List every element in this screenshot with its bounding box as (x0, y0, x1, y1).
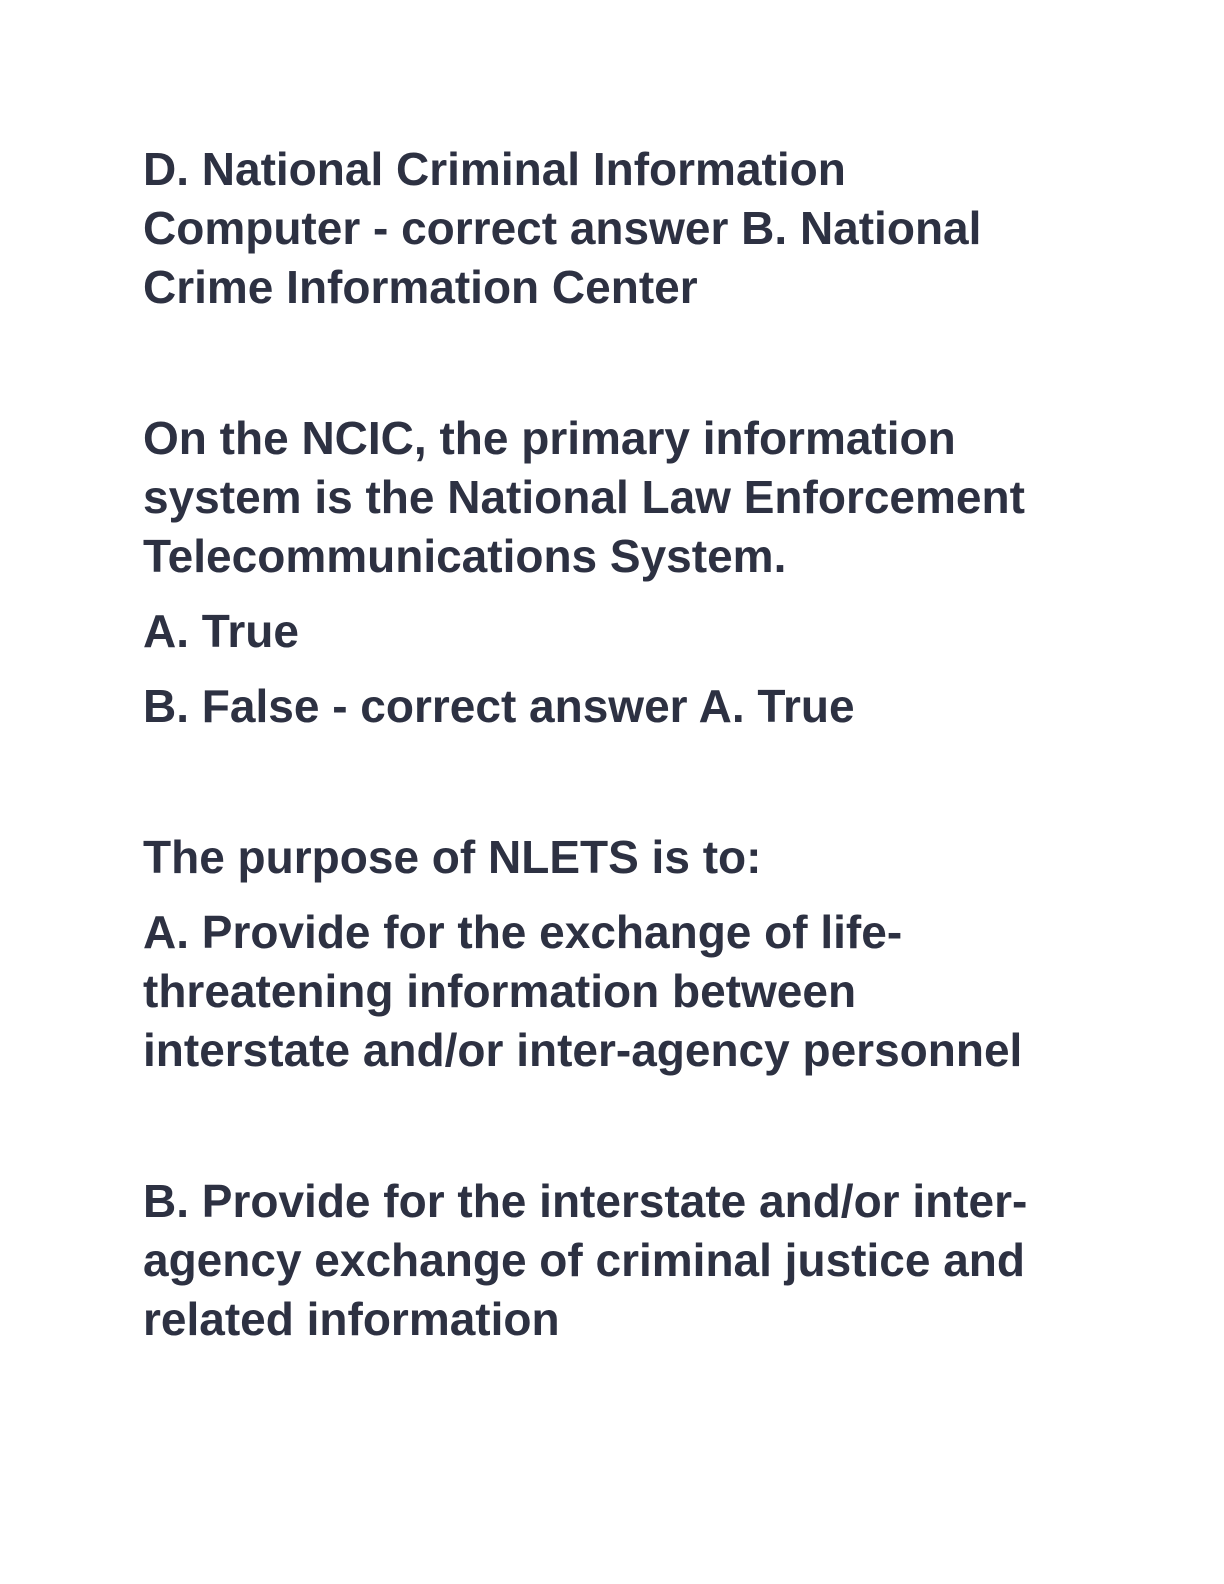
question-block-ncic-system (143, 409, 1083, 736)
option-a: A. Provide for the exchange of life- threatening information between interstate and/or inter-agency personnel (143, 906, 1023, 1076)
option-b-with-answer: B. False - correct answer A. True (143, 680, 855, 732)
option-spacer (143, 1080, 1083, 1172)
answer-block-ncic-name (143, 140, 1083, 317)
question-block-nlets-purpose (143, 828, 1083, 1349)
section-spacer (143, 736, 1083, 828)
question-text: The purpose of NLETS is to: (143, 831, 762, 883)
document-page (143, 140, 1083, 1349)
question-text: On the NCIC, the primary information system is the National Law Enforcement Telecommunications System. (143, 412, 1025, 582)
section-spacer (143, 317, 1083, 409)
answer-text: D. National Criminal Information Computer - correct answer B. National Crime Information Center (143, 143, 982, 313)
option-b: B. Provide for the interstate and/or inter- agency exchange of criminal justice and related information (143, 1175, 1028, 1345)
option-a: A. True (143, 605, 299, 657)
